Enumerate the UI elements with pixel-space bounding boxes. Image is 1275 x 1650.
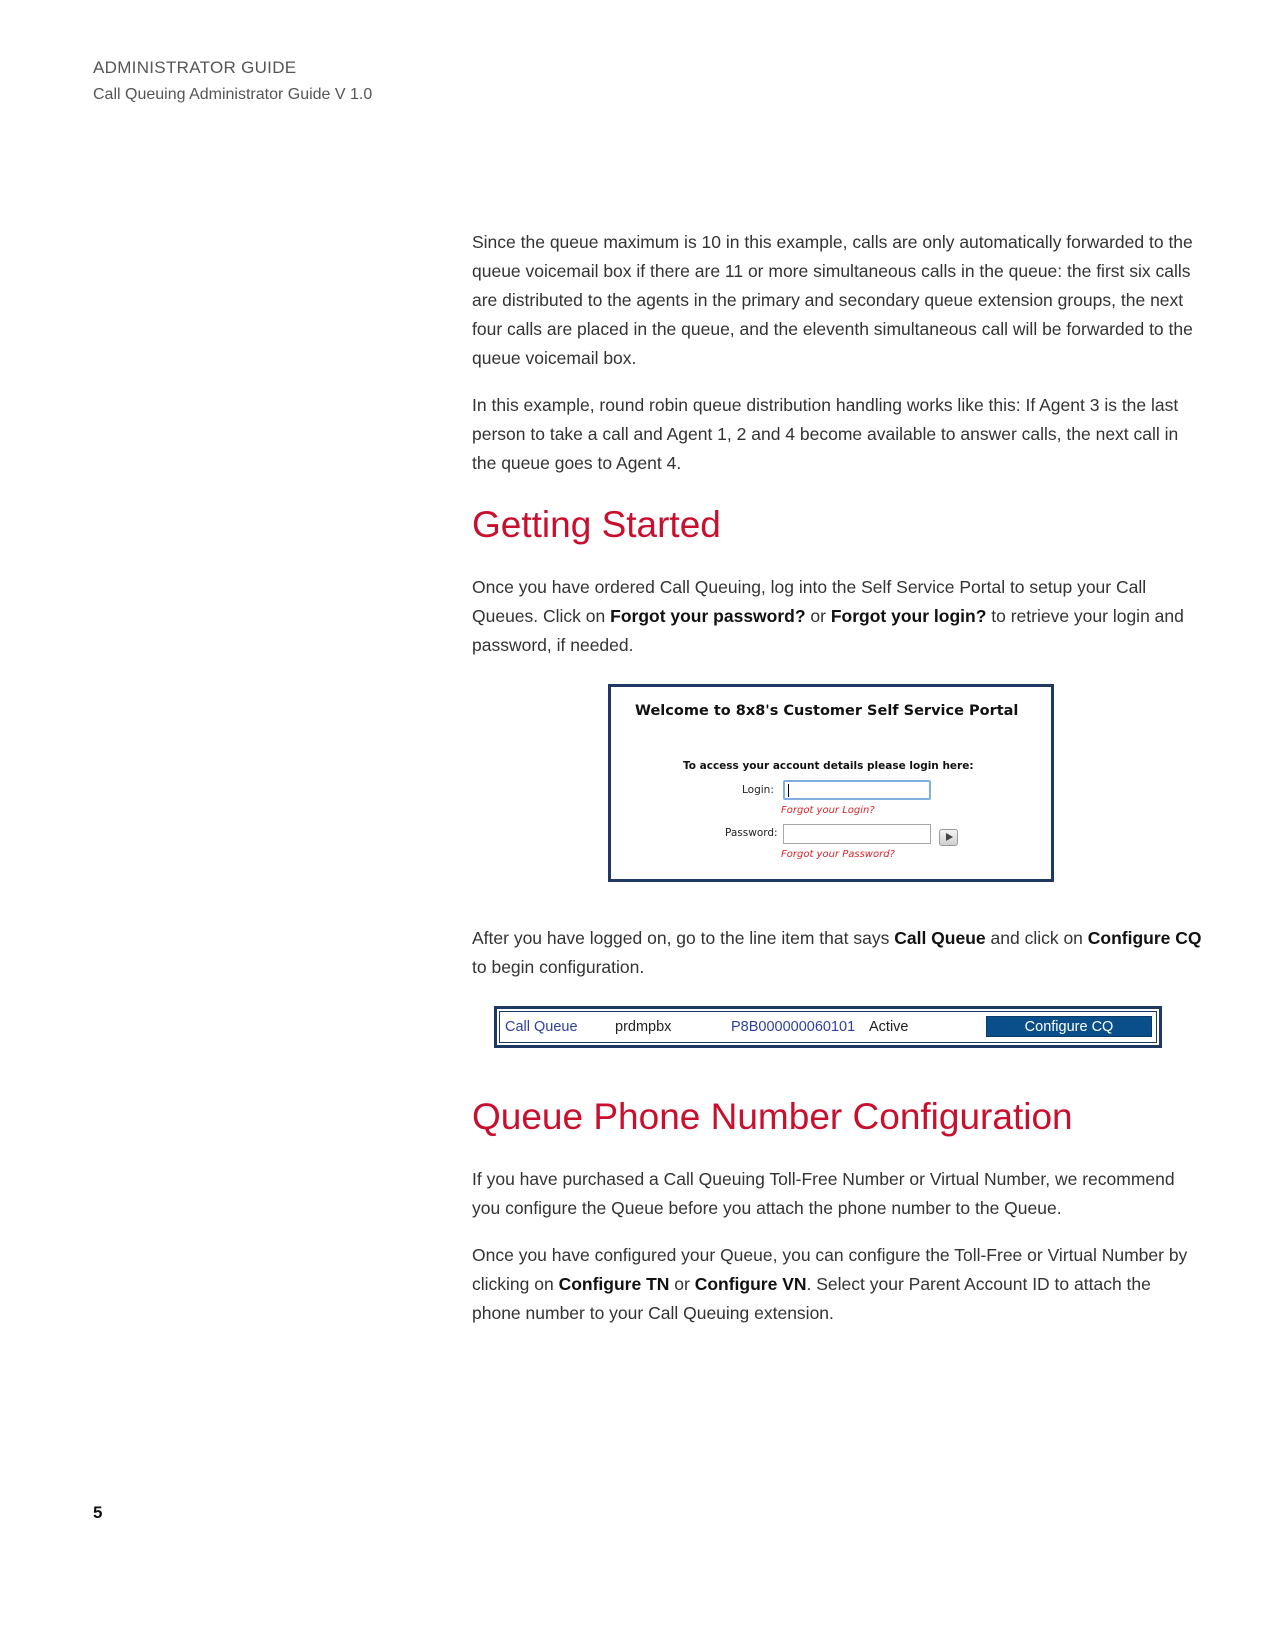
text-segment: . Select your Parent Account ID to attach the phone number to your Call Queuing extension. — [472, 1274, 1151, 1323]
paragraph-login-instructions — [472, 573, 1202, 660]
bold-configure-tn: Configure TN — [558, 1274, 670, 1294]
paragraph-configure-number — [472, 1241, 1202, 1328]
password-input[interactable] — [783, 824, 931, 844]
bold-configure-cq: Configure CQ — [1087, 928, 1202, 948]
text-segment: After you have logged on, go to the line item that says — [472, 928, 895, 948]
header-title: ADMINISTRATOR GUIDE — [93, 58, 297, 77]
heading-queue-phone-number-configuration: Queue Phone Number Configuration — [472, 1096, 1073, 1137]
paragraph-round-robin: In this example, round robin queue distribution handling works like this: If Agent 3 is the last person to take a call and Agent 1, 2 and 4 become available to answer calls, the next call in the queue goes to Agent 4. — [472, 395, 1179, 473]
text-segment: Once you have configured your Queue, you can configure the Toll-Free or Virtual Number by clicking on — [472, 1245, 1188, 1294]
call-queue-row-screenshot — [494, 1006, 1162, 1048]
main-content — [472, 228, 1202, 1346]
paragraph-queue-maximum: Since the queue maximum is 10 in this example, calls are only automatically forwarded to the queue voicemail box if there are 11 or more simultaneous calls in the queue: the first six calls are distributed to the agents in the primary and secondary queue extension groups, the next four calls are placed in the queue, and the eleventh simultaneous call will be forwarded to the queue voicemail box. — [472, 232, 1193, 368]
login-portal-screenshot — [608, 684, 1054, 882]
page-number: 5 — [93, 1503, 103, 1522]
text-segment: to retrieve your login and password, if needed. — [472, 606, 1184, 655]
account-name: prdmpbx — [615, 1019, 672, 1035]
bold-call-queue: Call Queue — [894, 928, 986, 948]
line-id-link[interactable]: P8B000000060101 — [731, 1019, 856, 1035]
login-label: Login: — [742, 784, 774, 796]
text-caret — [788, 784, 789, 797]
bold-forgot-password: Forgot your password? — [610, 606, 806, 626]
forgot-login-link[interactable]: Forgot your Login? — [781, 805, 875, 816]
paragraph-purchased-number: If you have purchased a Call Queuing Toll-Free Number or Virtual Number, we recommend you configure the Queue before you attach the phone number to the Queue. — [472, 1169, 1175, 1218]
text-segment: Once you have ordered Call Queuing, log into the Self Service Portal to setup your Call Queues. Click on — [472, 577, 1147, 626]
forgot-password-link[interactable]: Forgot your Password? — [781, 849, 895, 860]
portal-welcome-title: Welcome to 8x8's Customer Self Service Portal — [635, 703, 1019, 719]
portal-login-instruction: To access your account details please login here: — [683, 760, 974, 772]
service-link[interactable]: Call Queue — [505, 1019, 578, 1035]
header-subtitle: Call Queuing Administrator Guide V 1.0 — [93, 86, 373, 103]
paragraph-configure-cq — [472, 924, 1202, 982]
password-label: Password: — [725, 827, 778, 839]
text-segment: and click on — [985, 928, 1088, 948]
bold-forgot-login: Forgot your login? — [830, 606, 987, 626]
login-input[interactable] — [783, 780, 931, 800]
play-arrow-icon[interactable] — [939, 829, 958, 846]
text-segment: to begin configuration. — [472, 957, 645, 977]
heading-getting-started: Getting Started — [472, 504, 721, 545]
text-segment: or — [669, 1274, 695, 1294]
text-segment: or — [805, 606, 831, 626]
bold-configure-vn: Configure VN — [694, 1274, 807, 1294]
status-text: Active — [869, 1019, 909, 1035]
configure-cq-button[interactable]: Configure CQ — [986, 1016, 1152, 1037]
page-header — [93, 58, 372, 104]
